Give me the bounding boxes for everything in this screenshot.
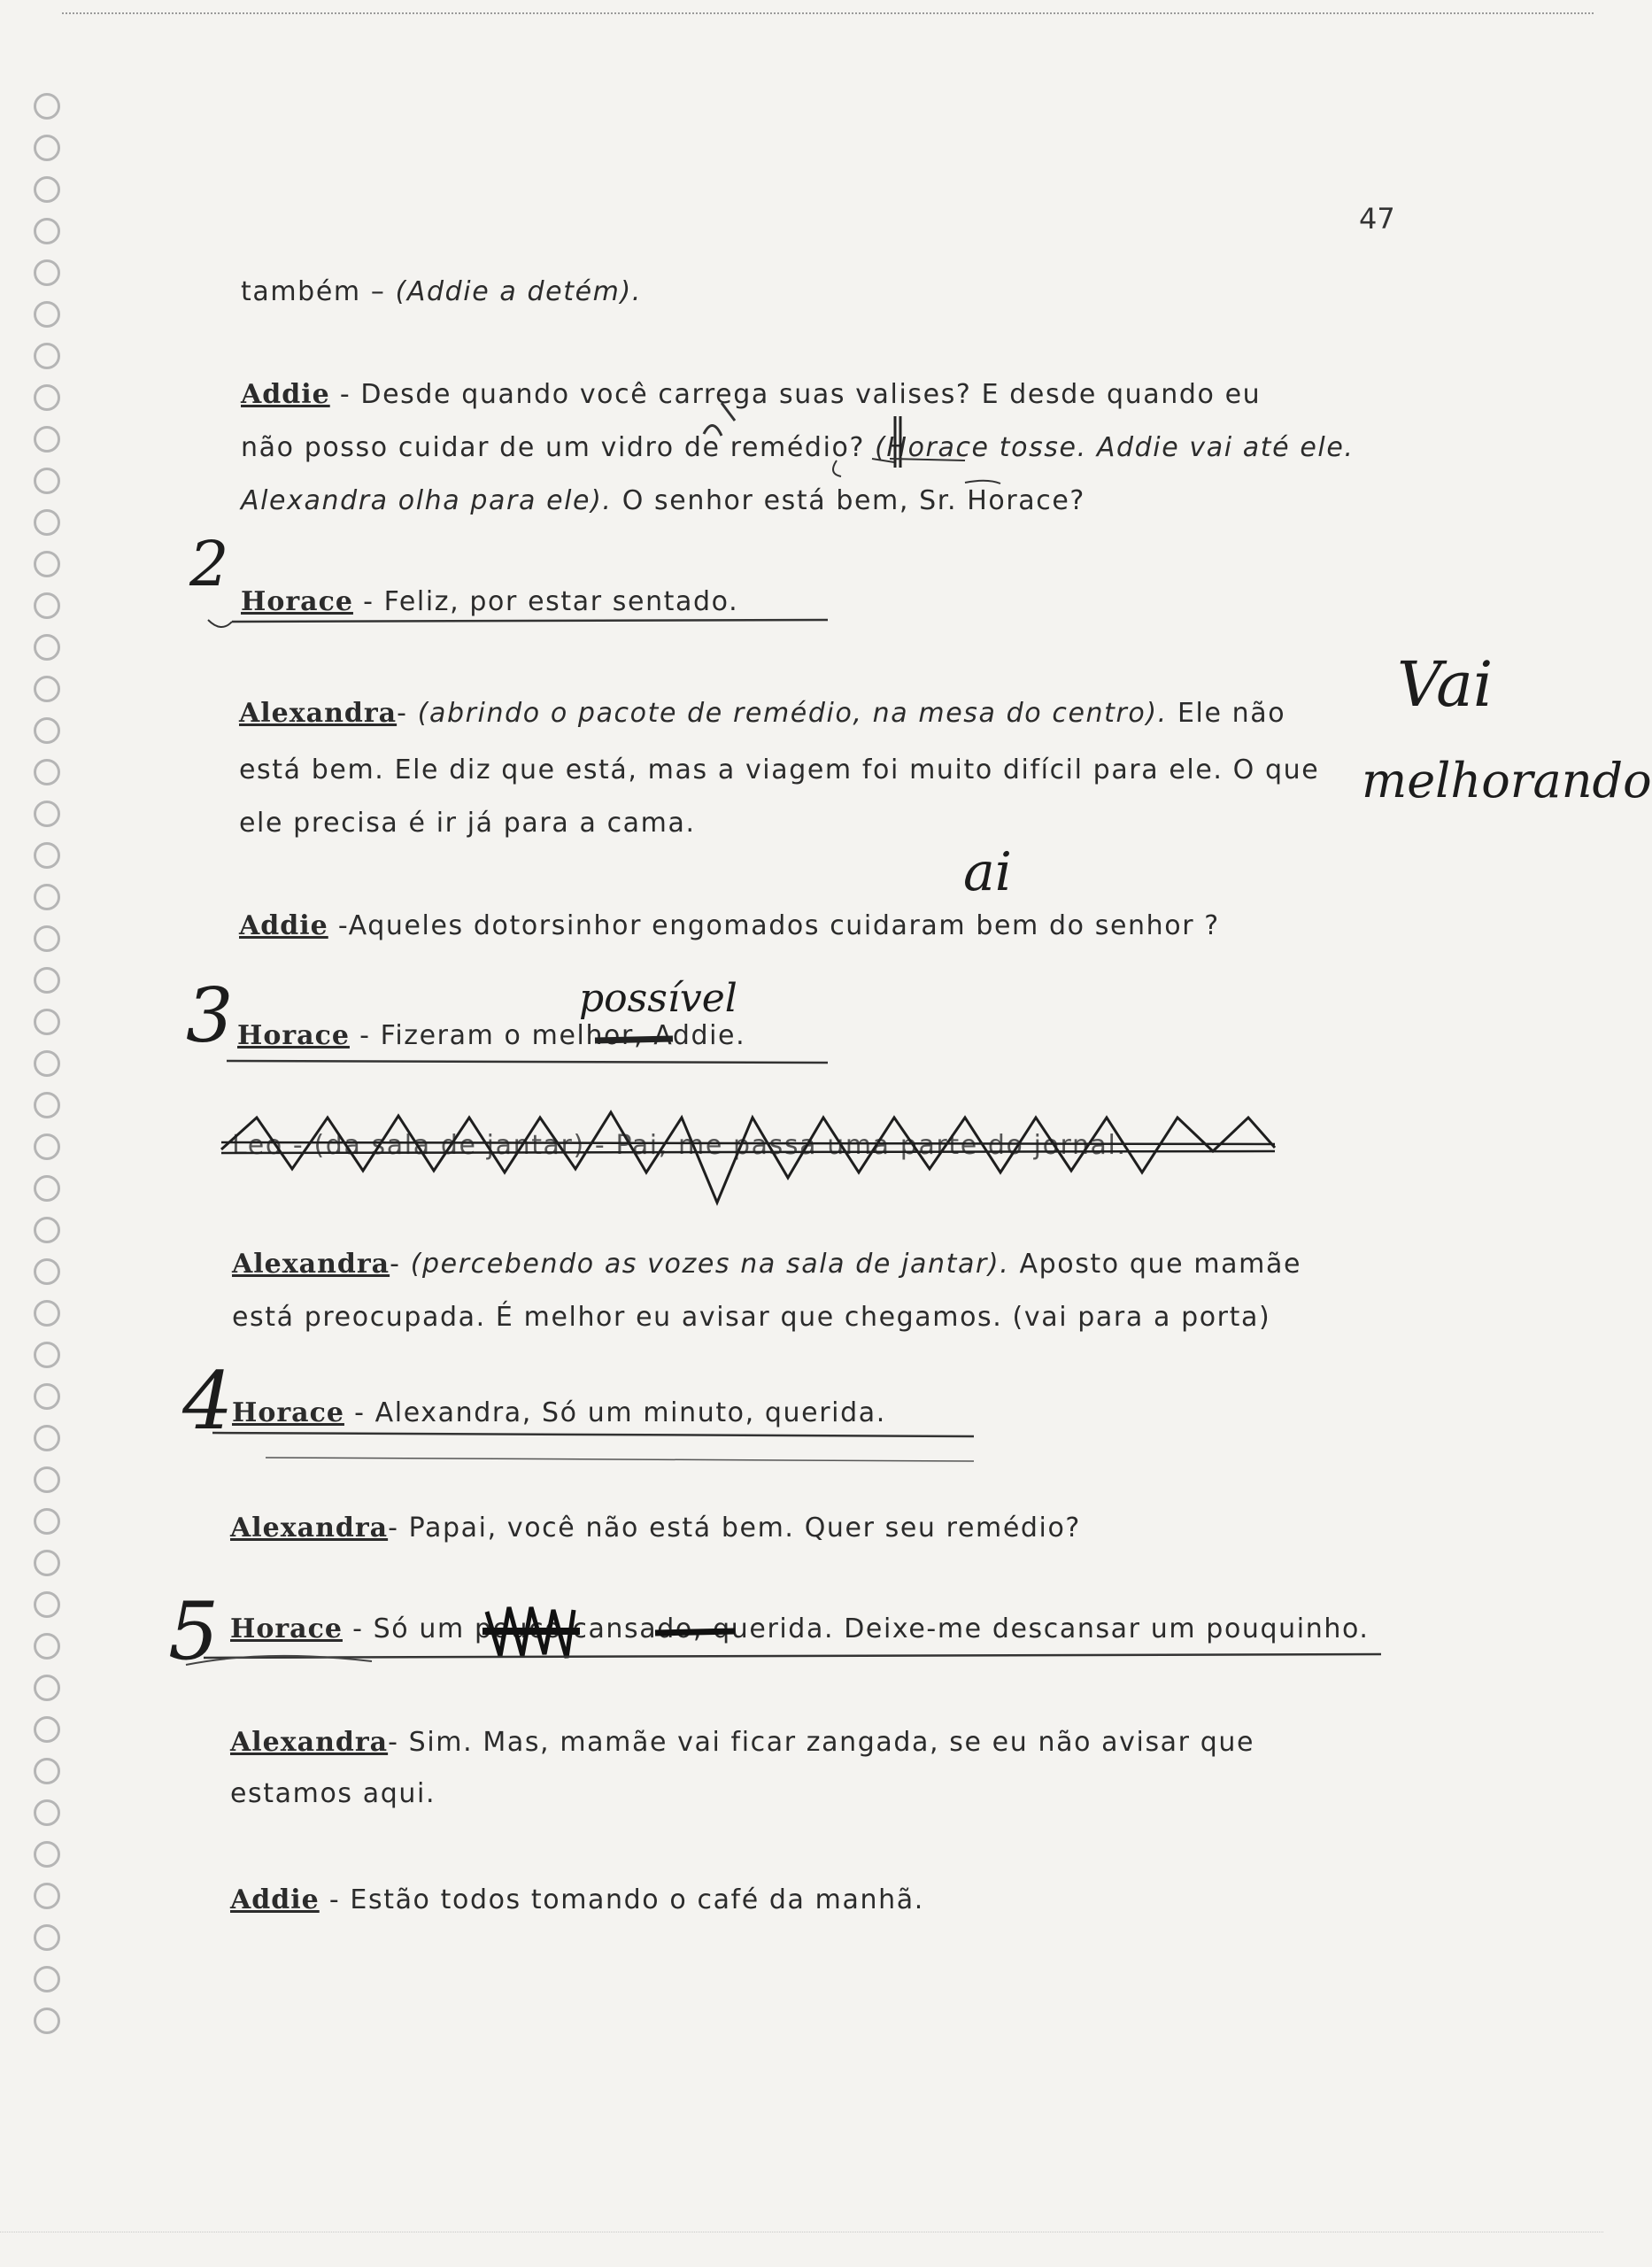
handwritten-number-3: 3	[186, 972, 234, 1059]
stage-direction: (percebendo as vozes na sala de jantar).	[410, 1249, 1010, 1280]
dialogue-text: Leo - (da sala de jantar) - Pai, me passa uma parte do jornal.	[232, 1130, 1127, 1161]
speaker-name: Addie	[239, 910, 328, 941]
dialogue-text: - Feliz, por estar sentado.	[352, 586, 739, 617]
dialogue-text: Ele não	[1167, 698, 1286, 729]
speaker-name: Alexandra	[230, 1513, 389, 1544]
handwritten-word-possivel: possível	[579, 976, 737, 1021]
dialogue-text: está preocupada. É melhor eu avisar que chegamos. (vai para a porta)	[232, 1302, 1271, 1333]
dialogue-text: estamos aqui.	[230, 1778, 436, 1809]
dialogue-text: -Aqueles dotorsinhor engomados cuidaram bem do senhor ?	[328, 910, 1220, 941]
dialogue-text: O senhor está bem, Sr. Horace?	[612, 485, 1085, 516]
handwritten-word-melhorando: melhorando	[1362, 753, 1652, 809]
dialogue-text: - Só um pouco cansado, querida. Deixe-me descansar um pouquinho.	[342, 1613, 1370, 1644]
handwritten-word-ai: ai	[963, 841, 1012, 903]
dialogue-text: - Desde quando você carrega suas valises? E desde quando eu	[329, 379, 1262, 410]
dialogue-text: está bem. Ele diz que está, mas a viagem foi muito difícil para ele. O que	[239, 754, 1320, 785]
dialogue-text: também –	[241, 276, 396, 307]
dialogue-text: - Alexandra, Só um minuto, querida.	[344, 1397, 886, 1428]
speaker-name: Horace	[232, 1397, 344, 1428]
handwritten-word-vai: Vai	[1397, 648, 1494, 721]
stage-direction: (abrindo o pacote de remédio, na mesa do centro).	[417, 698, 1168, 729]
handwritten-number-4: 4	[182, 1355, 234, 1448]
stage-direction: (Horace tosse. Addie vai até ele.	[875, 432, 1355, 463]
speaker-name: Horace	[230, 1613, 343, 1644]
dialogue-text: Aposto que mamãe	[1009, 1249, 1302, 1280]
speaker-name: Horace	[237, 1020, 350, 1051]
speaker-name: Alexandra	[232, 1249, 390, 1280]
dialogue-text: - Papai, você não está bem. Quer seu remédio?	[388, 1513, 1081, 1544]
dialogue-text: -	[397, 698, 418, 729]
stage-direction: Alexandra olha para ele).	[241, 485, 613, 516]
speaker-name: Addie	[230, 1884, 320, 1915]
page-number: 47	[1359, 202, 1395, 236]
handwritten-number-2: 2	[189, 528, 229, 600]
dialogue-text: - Estão todos tomando o café da manhã.	[319, 1884, 924, 1915]
handwritten-number-5: 5	[168, 1585, 220, 1678]
dialogue-text: -	[390, 1249, 411, 1280]
speaker-name: Addie	[241, 379, 330, 410]
speaker-name: Alexandra	[239, 698, 398, 729]
speaker-name: Alexandra	[230, 1727, 389, 1758]
dialogue-text: ele precisa é ir já para a cama.	[239, 808, 696, 839]
speaker-name: Horace	[241, 586, 353, 617]
dialogue-text: - Fizeram o melhor, Addie.	[349, 1020, 746, 1051]
dialogue-text: não posso cuidar de um vidro de remédio?	[241, 432, 876, 463]
dialogue-text: - Sim. Mas, mamãe vai ficar zangada, se eu não avisar que	[388, 1727, 1255, 1758]
stage-direction: (Addie a detém).	[395, 276, 642, 307]
